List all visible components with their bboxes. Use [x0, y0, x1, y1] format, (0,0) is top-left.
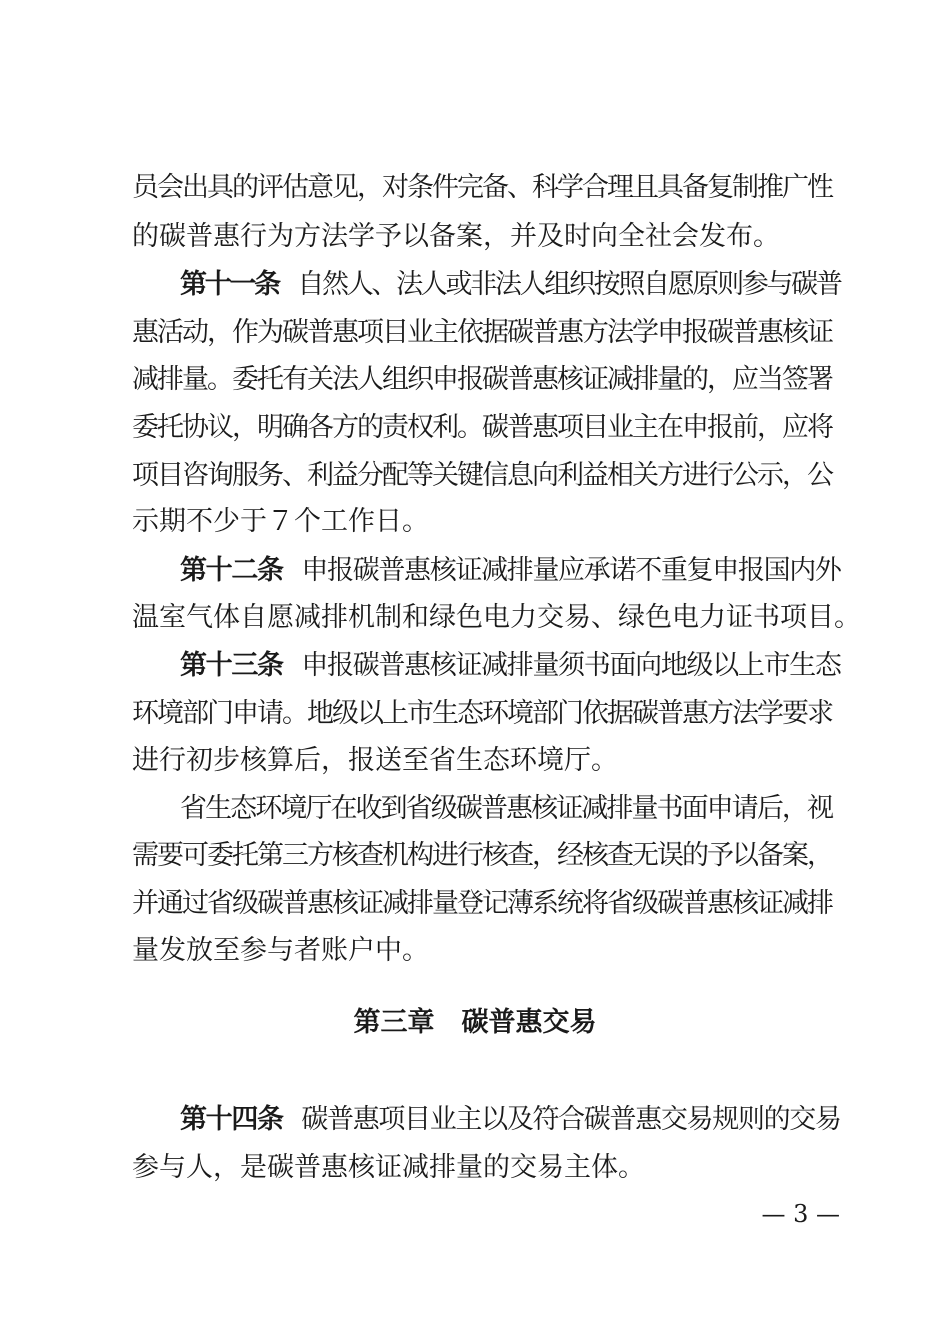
paragraph-line: 惠活动，作为碳普惠项目业主依据碳普惠方法学申报碳普惠核证: [132, 317, 832, 348]
article-12-line: [180, 551, 841, 591]
article-heading: 第十一条: [180, 269, 279, 300]
paragraph-line: 参与人，是碳普惠核证减排量的交易主体。: [132, 1152, 645, 1183]
chapter-heading: 第三章 碳普惠交易: [353, 1007, 597, 1038]
paragraph-line: 的碳普惠行为方法学予以备案，并及时向全社会发布。: [132, 221, 780, 252]
paragraph-line: 环境部门申请。地级以上市生态环境部门依据碳普惠方法学要求: [132, 698, 832, 729]
article-text: 申报碳普惠核证减排量须书面向地级以上市生态: [301, 650, 841, 681]
article-heading: 第十四条: [180, 1104, 283, 1135]
article-11-line: [180, 265, 841, 305]
paragraph-line: 示期不少于７个工作日。: [132, 506, 429, 537]
paragraph-line: 需要可委托第三方核查机构进行核查，经核查无误的予以备案，: [132, 840, 832, 871]
paragraph-line: 量发放至参与者账户中。: [132, 935, 429, 966]
article-heading: 第十二条: [180, 555, 283, 586]
article-text: 自然人、法人或非法人组织按照自愿原则参与碳普: [297, 269, 841, 300]
article-text: 碳普惠项目业主以及符合碳普惠交易规则的交易: [301, 1104, 841, 1135]
article-13-line: [180, 646, 841, 686]
paragraph-line: 员会出具的评估意见，对条件完备、科学合理且具备复制推广性: [132, 172, 832, 203]
article-heading: 第十三条: [180, 650, 283, 681]
paragraph-line: 并通过省级碳普惠核证减排量登记薄系统将省级碳普惠核证减排: [132, 888, 832, 919]
article-14-line: [180, 1100, 841, 1140]
paragraph-line: 委托协议，明确各方的责权利。碳普惠项目业主在申报前，应将: [132, 412, 832, 443]
article-text: 申报碳普惠核证减排量应承诺不重复申报国内外: [301, 555, 841, 586]
paragraph-line: 减排量。委托有关法人组织申报碳普惠核证减排量的，应当签署: [132, 364, 832, 395]
paragraph-line: 省生态环境厅在收到省级碳普惠核证减排量书面申请后，视: [180, 793, 833, 824]
paragraph-line: 项目咨询服务、利益分配等关键信息向利益相关方进行公示，公: [132, 460, 832, 491]
paragraph-line: 温室气体自愿减排机制和绿色电力交易、绿色电力证书项目。: [132, 602, 861, 633]
paragraph-line: 进行初步核算后，报送至省生态环境厅。: [132, 745, 618, 776]
page-number: — 3 —: [761, 1200, 840, 1228]
